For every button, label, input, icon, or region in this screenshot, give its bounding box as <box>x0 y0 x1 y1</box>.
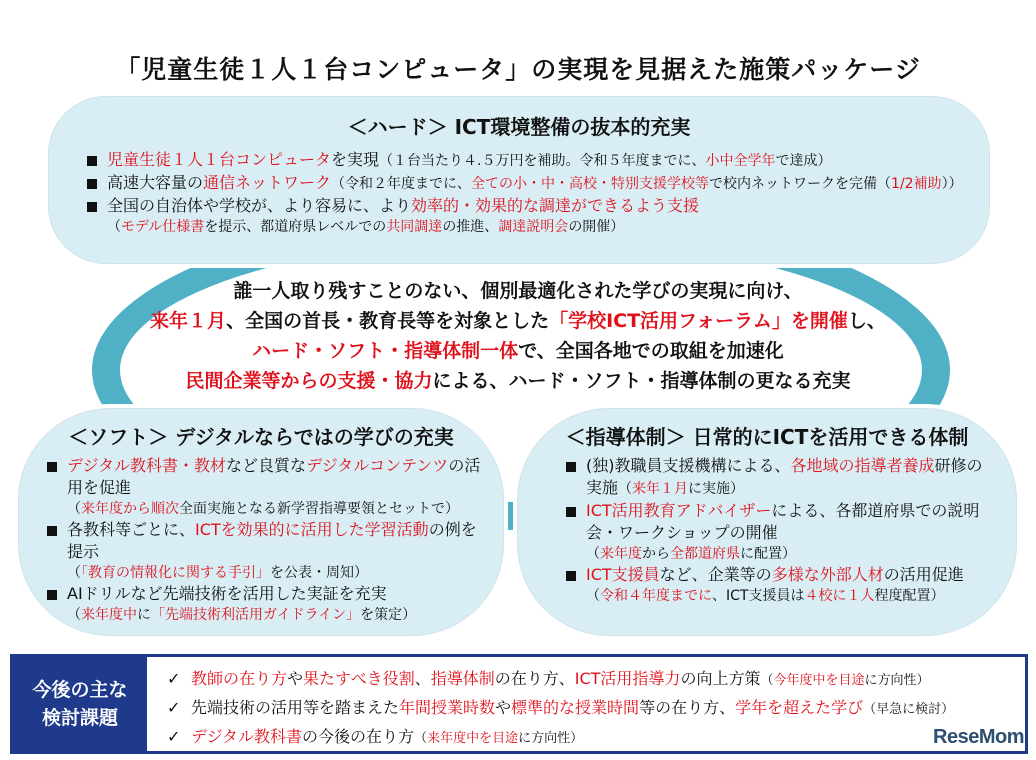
hard-item-3-note: （モデル仕様書を提示、都道府県レベルでの共同調達の推進、調達説明会の開催） <box>107 219 625 235</box>
hard-item-3: 全国の自治体や学校が、より容易に、より効率的・効果的な調達ができるよう支援 （モデル仕様書を提示、都道府県レベルでの共同調達の推進、調達説明会の開催） <box>85 195 965 237</box>
soft-item-2: 各教科等ごとに、ICTを効果的に活用した学習活動の例を提示 （「教育の情報化に関する手引」を公表・周知） <box>45 519 485 583</box>
soft-item-1: デジタル教科書・教材など良質なデジタルコンテンツの活用を促進 （来年度から順次全面実施となる新学習指導要領とセットで） <box>45 455 485 519</box>
shido-item-2: ICT活用教育アドバイザーによる、各都道府県での説明会・ワークショップの開催 （来年度から全都道府県に配置） <box>564 500 984 564</box>
issue-item-2: ✓ 先端技術の活用等を踏まえた年間授業時数や標準的な授業時間等の在り方、学年を超えた学び（早急に検討） <box>163 694 1025 723</box>
future-issues-box <box>10 654 1028 754</box>
shido-panel <box>517 408 1017 636</box>
shido-heading: ＜指導体制＞ 日常的にICTを活用できる体制 <box>565 425 969 449</box>
hard-item-1-highlight: 児童生徒１人１台コンピュータ <box>107 150 332 169</box>
soft-panel <box>18 408 504 636</box>
central-message <box>110 276 926 396</box>
issues-label: 今後の主な 検討課題 <box>13 657 147 751</box>
shido-list <box>564 455 984 606</box>
hard-item-3-highlight: 効率的・効果的な調達ができるよう支援 <box>411 196 700 215</box>
hard-panel <box>48 96 990 264</box>
issue-item-3: ✓ デジタル教科書の今後の在り方（来年度中を目途に方向性） <box>163 723 1025 752</box>
central-line-3: ハード・ソフト・指導体制一体で、全国各地での取組を加速化 <box>252 340 784 362</box>
central-line-1: 誰一人取り残すことのない、個別最適化された学びの実現に向け、 <box>233 280 803 302</box>
soft-list <box>45 455 485 625</box>
soft-heading: ＜ソフト＞ デジタルならではの学びの充実 <box>68 425 454 449</box>
soft-item-3: AIドリルなど先端技術を活用した実証を充実 （来年度中に「先端技術利活用ガイドライン」を策定） <box>45 583 485 625</box>
page-title: 「児童生徒１人１台コンピュータ」の実現を見据えた施策パッケージ <box>115 55 921 84</box>
hard-heading: ＜ハード＞ ICT環境整備の抜本的充実 <box>347 115 691 139</box>
shido-item-3: ICT支援員など、企業等の多様な外部人材の活用促進 （令和４年度までに、ICT支援員は４校に１人程度配置） <box>564 564 984 606</box>
issues-list <box>163 665 1025 752</box>
hard-item-2-highlight: 通信ネットワーク <box>203 173 332 192</box>
hard-list <box>85 149 965 237</box>
shido-item-1: (独)教職員支援機構による、各地域の指導者養成研修の実施（来年１月に実施） <box>564 455 984 500</box>
hard-item-2: 高速大容量の通信ネットワーク（令和２年度までに、全ての小・中・高校・特別支援学校等で校内ネットワークを完備（1/2補助）） <box>85 172 965 195</box>
central-line-4: 民間企業等からの支援・協力による、ハード・ソフト・指導体制の更なる充実 <box>185 370 851 392</box>
resemom-logo: ReseMom <box>933 726 1024 748</box>
issue-item-1: ✓ 教師の在り方や果たすべき役割、指導体制の在り方、ICT活用指導力の向上方策（今年度中を目途に方向性） <box>163 665 1025 694</box>
hard-item-1: 児童生徒１人１台コンピュータを実現（１台当たり４.５万円を補助。令和５年度までに、小中全学年で達成） <box>85 149 965 172</box>
central-line-2: 来年１月、全国の首長・教育長等を対象とした「学校ICT活用フォーラム」を開催し、 <box>150 310 886 332</box>
